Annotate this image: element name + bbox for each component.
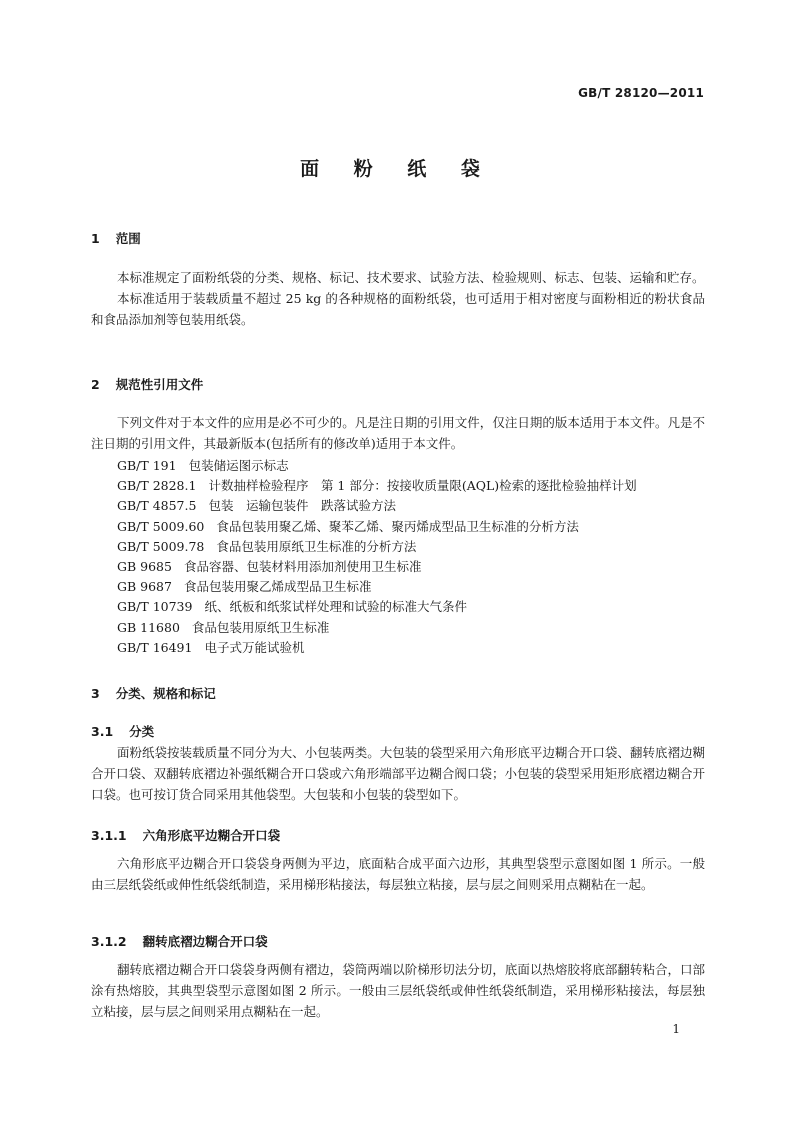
reference-code: GB/T 16491 xyxy=(117,639,193,655)
section-3-1-1-body xyxy=(91,853,705,895)
reference-item xyxy=(117,618,637,638)
section-3-1-2-body xyxy=(91,959,705,1022)
section-title: 分类、规格和标记 xyxy=(115,686,216,701)
reference-title: 计数抽样检验程序 第 1 部分：按接收质量限(AQL)检索的逐批检验抽样计划 xyxy=(208,478,637,494)
reference-code: GB 9687 xyxy=(117,579,172,595)
reference-code: GB 11680 xyxy=(117,619,180,635)
section-2-heading xyxy=(91,375,203,393)
section-title: 六角形底平边糊合开口袋 xyxy=(142,828,281,843)
reference-code: GB/T 5009.60 xyxy=(117,518,205,534)
reference-title: 纸、纸板和纸浆试样处理和试验的标准大气条件 xyxy=(204,599,467,615)
reference-item xyxy=(117,557,637,577)
page-number: 1 xyxy=(672,1022,680,1036)
section-1-body xyxy=(91,267,705,330)
paragraph: 下列文件对于本文件的应用是必不可少的。凡是注日期的引用文件，仅注日期的版本适用于本文件。凡是不注日期的引用文件，其最新版本(包括所有的修改单)适用于本文件。 xyxy=(91,415,705,451)
section-number: 3.1 xyxy=(91,724,114,739)
reference-title: 食品包装用聚乙烯成型品卫生标准 xyxy=(183,579,372,595)
reference-title: 电子式万能试验机 xyxy=(204,639,305,655)
section-3-1-2-heading xyxy=(91,932,268,950)
reference-code: GB/T 10739 xyxy=(117,599,193,615)
section-3-1-1-heading xyxy=(91,826,280,844)
paragraph: 面粉纸袋按装载质量不同分为大、小包装两类。大包装的袋型采用六角形底平边糊合开口袋、翻转底褶边糊合开口袋、双翻转底褶边补强纸糊合开口袋或六角形端部平边糊合阀口袋；小包装的袋型采用矩形底褶边糊合开口袋。也可按订货合同采用其他袋型。大包装和小包装的袋型如下。 xyxy=(91,745,705,802)
section-number: 1 xyxy=(91,231,100,246)
reference-list xyxy=(117,456,637,658)
section-number: 3.1.2 xyxy=(91,934,127,949)
reference-code: GB/T 2828.1 xyxy=(117,478,197,494)
section-3-heading xyxy=(91,684,216,702)
reference-code: GB/T 5009.78 xyxy=(117,538,205,554)
document-title: 面 粉 纸 袋 xyxy=(300,158,494,180)
reference-title: 包装 运输包装件 跌落试验方法 xyxy=(208,498,396,514)
reference-title: 食品包装用原纸卫生标准的分析方法 xyxy=(216,538,417,554)
section-title: 规范性引用文件 xyxy=(115,377,204,392)
reference-item xyxy=(117,577,637,597)
section-3-1-body xyxy=(91,742,705,805)
reference-item xyxy=(117,537,637,557)
section-2-intro xyxy=(91,412,705,454)
section-title: 翻转底褶边糊合开口袋 xyxy=(142,934,268,949)
standard-code: GB/T 28120—2011 xyxy=(578,86,704,100)
reference-item xyxy=(117,496,637,516)
paragraph: 本标准适用于装载质量不超过 25 kg 的各种规格的面粉纸袋，也可适用于相对密度与面粉相近的粉状食品和食品添加剂等包装用纸袋。 xyxy=(91,291,705,327)
reference-title: 包装储运图示标志 xyxy=(188,458,289,473)
section-title: 范围 xyxy=(115,231,141,246)
section-1-heading xyxy=(91,229,141,247)
reference-title: 食品包装用原纸卫生标准 xyxy=(191,619,330,635)
reference-item xyxy=(117,597,637,617)
reference-item xyxy=(117,456,637,476)
paragraph: 六角形底平边糊合开口袋袋身两侧为平边，底面粘合成平面六边形，其典型袋型示意图如图 1 所示。一般由三层纸袋纸或伸性纸袋纸制造，采用梯形粘接法，每层独立粘接，层与层之间则采用点糊粘在一起。 xyxy=(91,856,705,892)
section-number: 2 xyxy=(91,377,100,392)
section-number: 3.1.1 xyxy=(91,828,127,843)
reference-title: 食品包装用聚乙烯、聚苯乙烯、聚丙烯成型品卫生标准的分析方法 xyxy=(216,518,579,534)
section-title: 分类 xyxy=(129,724,155,739)
reference-code: GB/T 191 xyxy=(117,458,177,473)
reference-item xyxy=(117,517,637,537)
section-number: 3 xyxy=(91,686,100,701)
section-3-1-heading xyxy=(91,722,154,740)
reference-item xyxy=(117,638,637,658)
paragraph: 本标准规定了面粉纸袋的分类、规格、标记、技术要求、试验方法、检验规则、标志、包装、运输和贮存。 xyxy=(117,270,705,285)
reference-title: 食品容器、包装材料用添加剂使用卫生标准 xyxy=(183,559,422,575)
paragraph: 翻转底褶边糊合开口袋袋身两侧有褶边，袋筒两端以阶梯形切法分切，底面以热熔胶将底部翻转粘合，口部涂有热熔胶，其典型袋型示意图如图 2 所示。一般由三层纸袋纸或伸性纸袋纸制造，采用梯形粘接法，每层独立粘接，层与层之间则采用点糊粘在一起。 xyxy=(91,962,705,1019)
reference-code: GB 9685 xyxy=(117,559,172,575)
reference-item xyxy=(117,476,637,496)
reference-code: GB/T 4857.5 xyxy=(117,498,197,514)
